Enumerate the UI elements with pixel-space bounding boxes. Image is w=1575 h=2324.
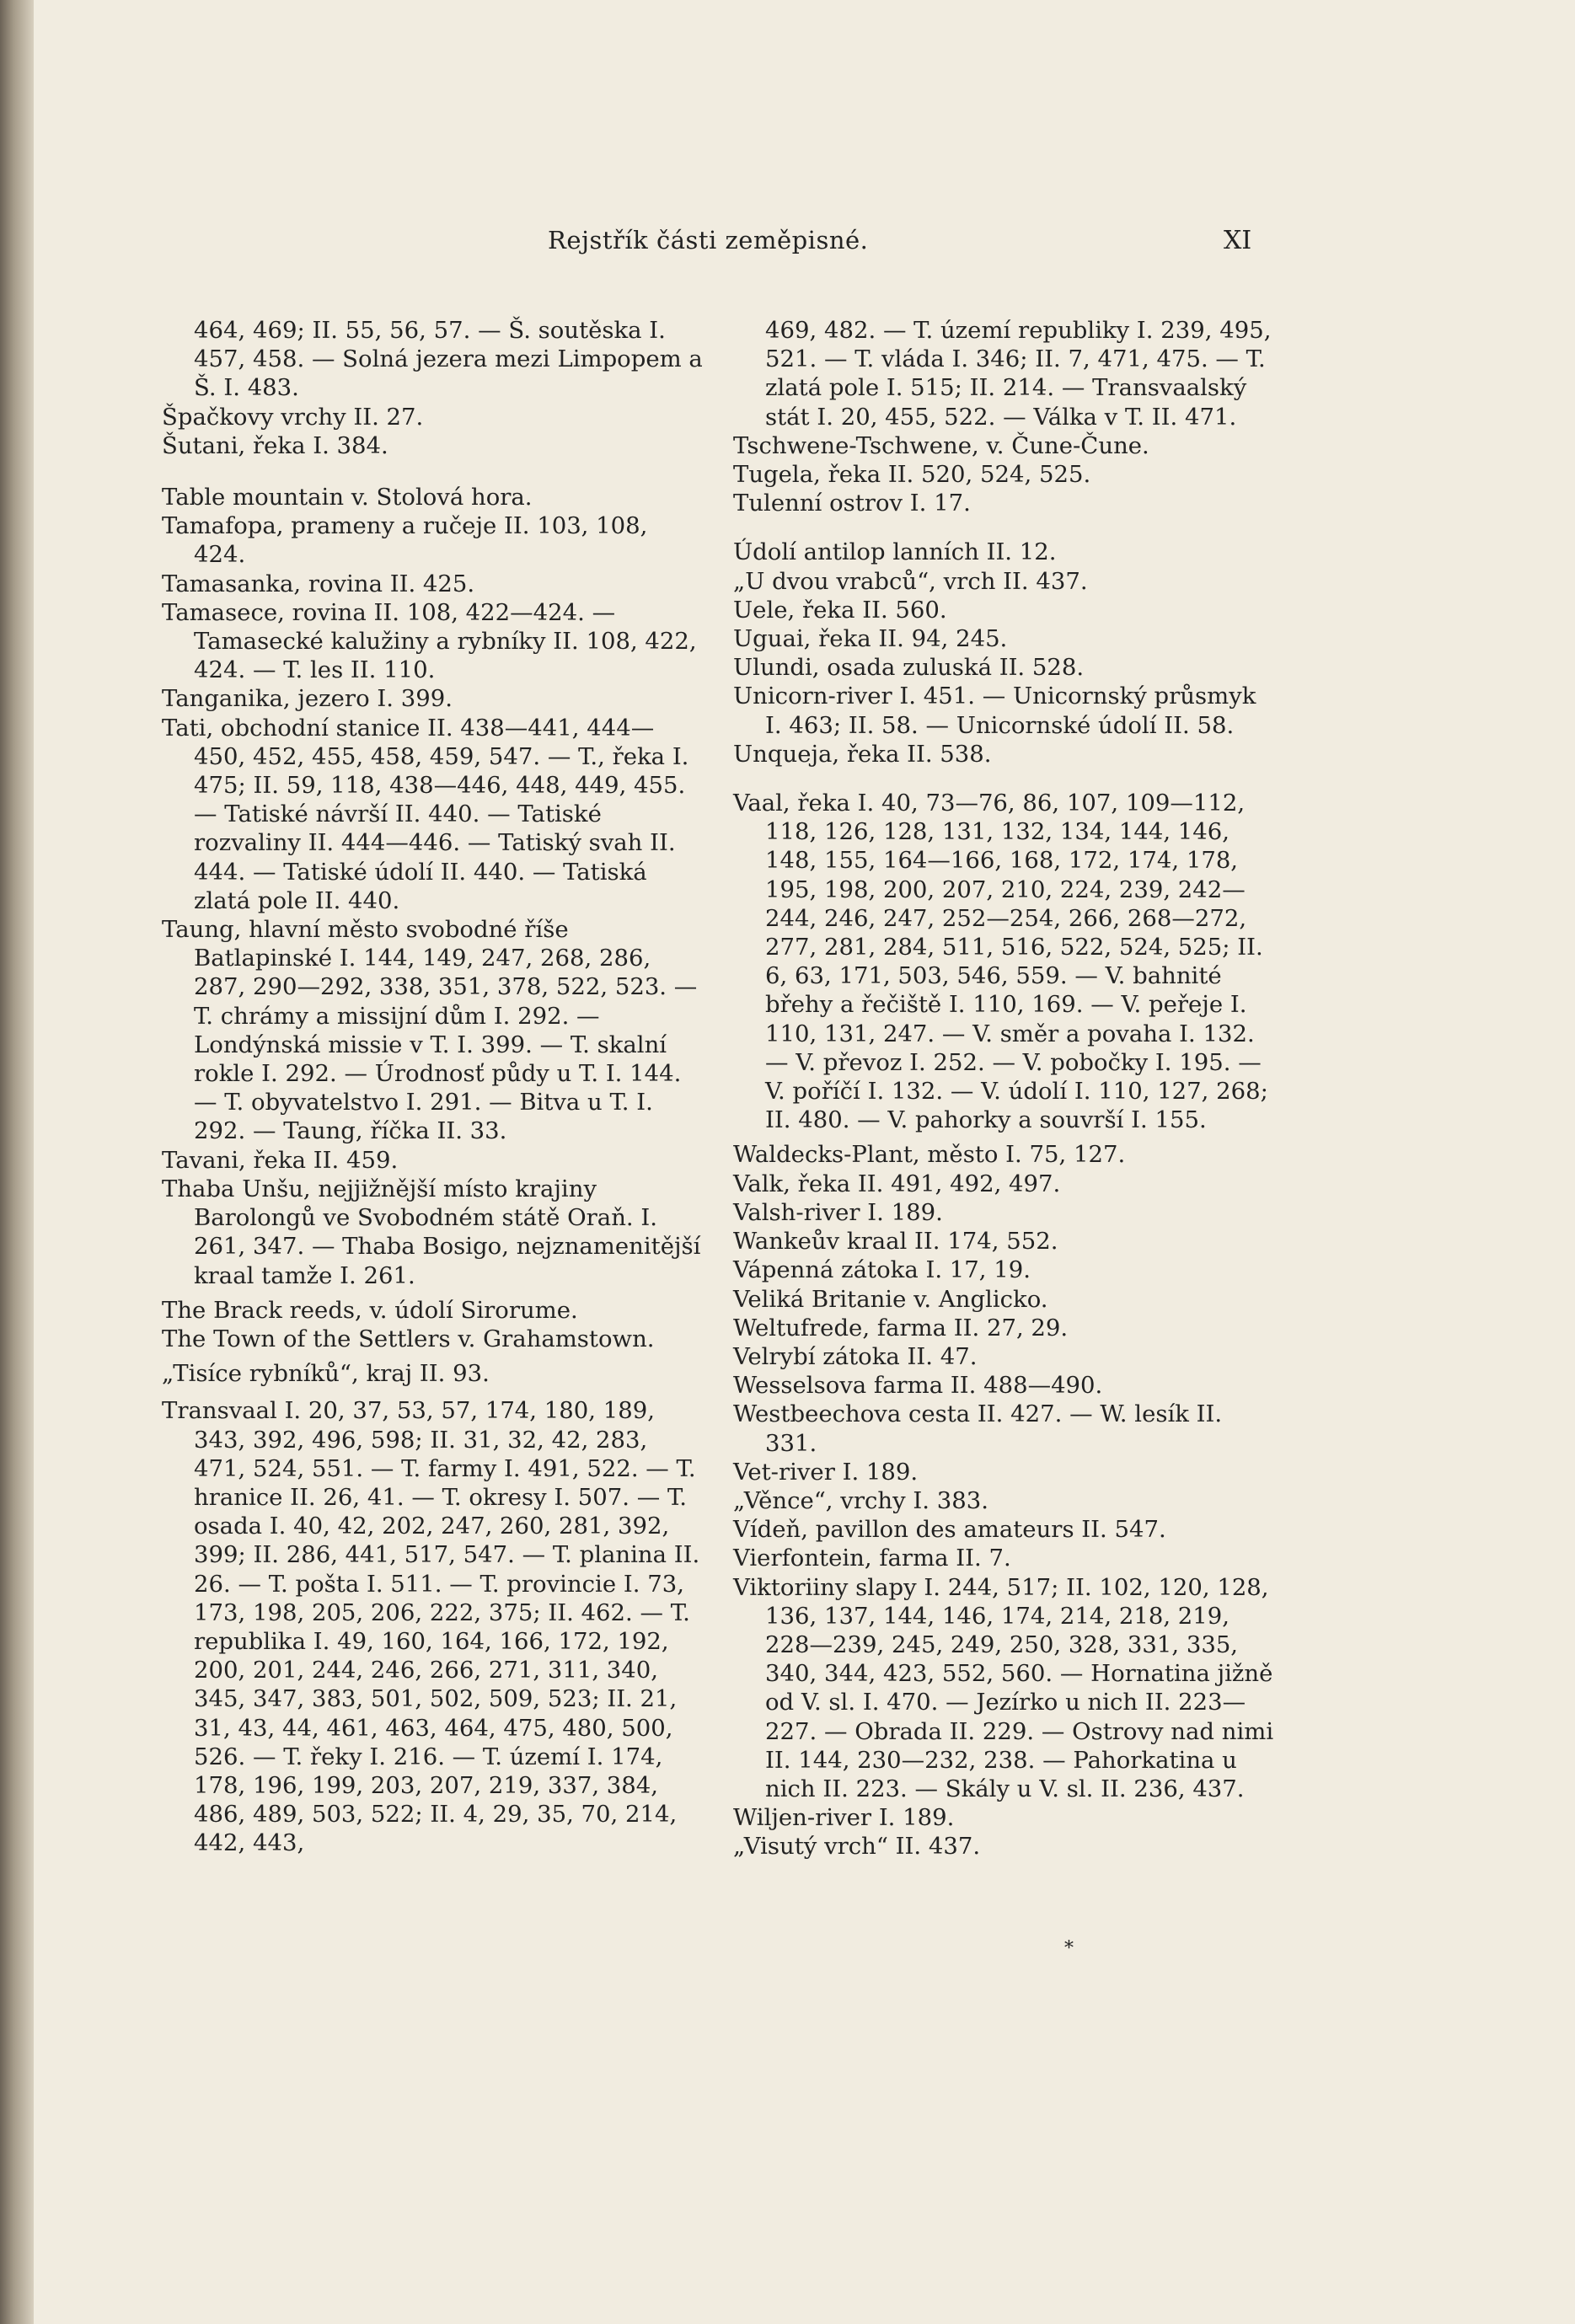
index-entry: Viktoriiny slapy I. 244, 517; II. 102, 120, 128, 136, 137, 144, 146, 174, 214, 218, 219, 228—239, 245, 249, 250, 328, 331, 335, 340, 344, 423, 552, 560. — Hornatina jižně od V. sl. I. 470. — Jezírko u nich II. 223—227. — Obrada II. 229. — Ostrovy nad nimi II. 144, 230—232, 238. — Pahorkatina u nich II. 223. — Skály u V. sl. II. 236, 437. — [733, 1573, 1274, 1802]
index-entry: Velrybí zátoka II. 47. — [733, 1342, 978, 1370]
index-entry: Valsh-river I. 189. — [733, 1198, 943, 1226]
index-entry: Tugela, řeka II. 520, 524, 525. — [733, 461, 1091, 489]
index-entry: Uguai, řeka II. 94, 245. — [733, 625, 1008, 653]
index-entry: Westbeechova cesta II. 427. — W. lesík II. 331. — [733, 1400, 1223, 1457]
index-entry: Tavani, řeka II. 459. — [162, 1146, 399, 1174]
index-entry: Tschwene-Tschwene, v. Čune-Čune. — [733, 431, 1149, 459]
page-header — [0, 226, 1575, 260]
index-entry: „Tisíce rybníků“, kraj II. 93. — [162, 1360, 490, 1388]
index-entry: Vídeň, pavillon des amateurs II. 547. — [733, 1516, 1166, 1544]
index-entry: „U dvou vrabců“, vrch II. 437. — [733, 567, 1088, 595]
end-asterisk: * — [1064, 1938, 1074, 1959]
index-entry: Uele, řeka II. 560. — [733, 596, 947, 624]
index-entry: Waldecks-Plant, město I. 75, 127. — [733, 1141, 1126, 1169]
index-entry: Taung, hlavní město svobodné říše Batlapinské I. 144, 149, 247, 268, 286, 287, 290—292, 338, 351, 378, 522, 523. — T. chrámy a missijní dům I. 292. — Londýnská missie v T. I. 399. — T. skalní rokle I. 292. — Úrodnosť půdy u T. I. 144. — T. obyvatelstvo I. 291. — Bitva u T. I. 292. — Taung, říčka II. 33. — [162, 916, 698, 1145]
index-entry: Vápenná zátoka I. 17, 19. — [733, 1256, 1031, 1284]
index-entry: Špačkovy vrchy II. 27. — [162, 403, 424, 431]
index-entry: Tulenní ostrov I. 17. — [733, 490, 971, 517]
index-entry: Vaal, řeka I. 40, 73—76, 86, 107, 109—112, 118, 126, 128, 131, 132, 134, 144, 146, 148, 155, 164—166, 168, 172, 174, 178, 195, 198, 200, 207, 210, 224, 239, 242—244, 246, 247, 252—254, 266, 268—272, 277, 281, 284, 511, 516, 522, 524, 525; II. 6, 63, 171, 503, 546, 559. — V. bahnité břehy a řečiště I. 110, 169. — V. peřeje I. 110, 131, 247. — V. směr a povaha I. 132. — V. převoz I. 252. — V. pobočky I. 195. — V. poříčí I. 132. — V. údolí I. 110, 127, 268; II. 480. — V. pahorky a souvrší I. 155. — [733, 790, 1268, 1134]
index-entry: „Věnce“, vrchy I. 383. — [733, 1486, 988, 1514]
index-entry: Tati, obchodní stanice II. 438—441, 444—450, 452, 455, 458, 459, 547. — T., řeka I. 475; II. 59, 118, 438—446, 448, 449, 455. — Tatiské návrší II. 440. — Tatiské rozvaliny II. 444—446. — Tatiský svah II. 444. — Tatiské údolí II. 440. — Tatiská zlatá pole II. 440. — [162, 714, 689, 914]
index-column-right — [733, 316, 1277, 1861]
index-entry: Valk, řeka II. 491, 492, 497. — [733, 1170, 1061, 1197]
index-entry: Table mountain v. Stolová hora. — [162, 484, 533, 511]
index-column-left — [162, 316, 705, 1858]
index-entry: Unqueja, řeka II. 538. — [733, 740, 992, 768]
index-entry: Wankeův kraal II. 174, 552. — [733, 1228, 1058, 1256]
index-entry: Unicorn-river I. 451. — Unicornský průsmyk I. 463; II. 58. — Unicornské údolí II. 58. — [733, 683, 1256, 739]
index-entry: „Visutý vrch“ II. 437. — [733, 1833, 981, 1861]
index-entry: Tamasanka, rovina II. 425. — [162, 570, 475, 597]
index-entry: The Brack reeds, v. údolí Sirorume. — [162, 1296, 578, 1324]
running-title: Rejstřík části zeměpisné. — [548, 226, 869, 254]
index-entry: Šutani, řeka I. 384. — [162, 431, 388, 459]
index-entry: The Town of the Settlers v. Grahamstown. — [162, 1325, 655, 1352]
index-entry: Veliká Britanie v. Anglicko. — [733, 1285, 1048, 1313]
index-entry: Wesselsova farma II. 488—490. — [733, 1372, 1103, 1400]
index-entry: Thaba Unšu, nejjižnější místo krajiny Barolongů ve Svobodném státě Oraň. I. 261, 347. — Thaba Bosigo, nejznamenitější kraal tamže I. 261. — [162, 1175, 701, 1289]
index-entry-continued: 469, 482. — T. území republiky I. 239, 495, 521. — T. vláda I. 346; II. 7, 471, 475. — T. zlatá pole I. 515; II. 214. — Transvaalský stát I. 20, 455, 522. — Válka v T. II. 471. — [765, 317, 1272, 431]
index-entry: Tamafopa, prameny a ručeje II. 103, 108, 424. — [162, 512, 648, 569]
page-binding-edge — [0, 0, 34, 2324]
index-entry: Údolí antilop lanních II. 12. — [733, 538, 1057, 566]
index-entry: Tamasece, rovina II. 108, 422—424. — Tamasecké kalužiny a rybníky II. 108, 422, 424. — T. les II. 110. — [162, 598, 697, 684]
index-entry: Vierfontein, farma II. 7. — [733, 1545, 1011, 1572]
page-number: XI — [1224, 226, 1252, 255]
index-entry: Tanganika, jezero I. 399. — [162, 685, 453, 713]
index-entry-continued: 464, 469; II. 55, 56, 57. — Š. soutěska I. 457, 458. — Solná jezera mezi Limpopem a Š. I. 483. — [194, 317, 703, 402]
index-entry: Weltufrede, farma II. 27, 29. — [733, 1314, 1069, 1341]
index-entry: Vet-river I. 189. — [733, 1458, 919, 1486]
index-entry: Transvaal I. 20, 37, 53, 57, 174, 180, 189, 343, 392, 496, 598; II. 31, 32, 42, 283, 471, 524, 551. — T. farmy I. 491, 522. — T. hranice II. 26, 41. — T. okresy I. 507. — T. osada I. 40, 42, 202, 247, 260, 281, 392, 399; II. 286, 441, 517, 547. — T. planina II. 26. — T. pošta I. 511. — T. provincie I. 73, 173, 198, 205, 206, 222, 375; II. 462. — T. republika I. 49, 160, 164, 166, 172, 192, 200, 201, 244, 246, 266, 271, 311, 340, 345, 347, 383, 501, 502, 509, 523; II. 21, 31, 43, 44, 461, 463, 464, 475, 480, 500, 526. — T. řeky I. 216. — T. území I. 174, 178, 196, 199, 203, 207, 219, 337, 384, 486, 489, 503, 522; II. 4, 29, 35, 70, 214, 442, 443, — [162, 1397, 700, 1857]
index-entry: Ulundi, osada zuluská II. 528. — [733, 654, 1085, 682]
index-entry: Wiljen-river I. 189. — [733, 1804, 955, 1832]
